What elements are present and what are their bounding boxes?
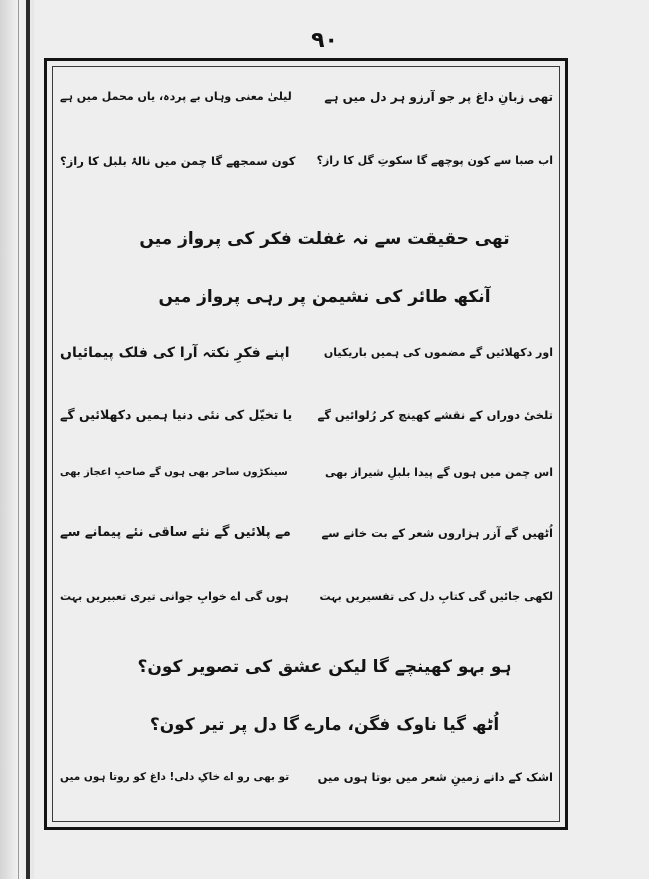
verse-10-center: ہو بہو کھینچے گا لیکن عشق کی تصویر کون؟ — [137, 657, 512, 677]
page-number: ۹۰ — [311, 28, 338, 53]
verse-5-right: اور دکھلائیں گے مضموں کی ہمیں باریکیاں — [323, 346, 553, 359]
page-border-inner — [52, 66, 560, 822]
verse-7-right: اس چمن میں ہوں گے پیدا بلبلِ شیراز بھی — [324, 466, 553, 479]
verse-5-left: اپنے فکرِ نکتہ آرا کی فلک پیمائیاں — [60, 345, 290, 361]
verse-9-right: لکھی جائیں گی کتابِ دل کی تفسیریں بہت — [319, 590, 553, 603]
verse-8-left: مے پلائیں گے نئے ساقی نئے پیمانے سے — [60, 525, 291, 540]
verse-11-center: اُٹھ گیا ناوک فگن، مارے گا دل پر تیر کون؟ — [149, 715, 500, 735]
verse-6-left: یا تخیّل کی نئی دنیا ہمیں دکھلائیں گے — [60, 407, 293, 422]
verse-6-right: تلخیٔ دوراں کے نقشے کھینچ کر رُلوائیں گے — [317, 408, 553, 422]
verse-4-center: آنکھ طائر کی نشیمن پر رہی پرواز میں — [158, 287, 491, 307]
verse-12-left: تو بھی رو اے خاکِ دلی! داغ کو روتا ہوں میں — [60, 771, 290, 783]
verse-2-left: کون سمجھے گا چمن میں نالۂ بلبل کا راز؟ — [60, 154, 296, 168]
verse-9-left: ہوں گی اے خوابِ جوانی تیری تعبیریں بہت — [60, 590, 289, 603]
spine-edge-line — [26, 0, 30, 879]
verse-1-right: تھی زبانِ داغ پر جو آرزو ہر دل میں ہے — [324, 90, 553, 104]
verse-2-right: اب صبا سے کون پوچھے گا سکوتِ گل کا راز؟ — [316, 154, 553, 167]
verse-1-left: لیلیٰ معنی وہاں بے پردہ، یاں محمل میں ہے — [60, 90, 292, 103]
verse-3-center: تھی حقیقت سے نہ غفلت فکر کی پرواز میں — [139, 229, 510, 249]
verse-7-left: سینکڑوں ساحر بھی ہوں گے صاحبِ اعجاز بھی — [60, 467, 288, 478]
verse-8-right: اُٹھیں گے آزر ہزاروں شعر کے بت خانے سے — [321, 526, 553, 540]
spine-crease — [18, 0, 19, 879]
verse-12-right: اشک کے دانے زمینِ شعر میں بوتا ہوں میں — [317, 770, 553, 784]
